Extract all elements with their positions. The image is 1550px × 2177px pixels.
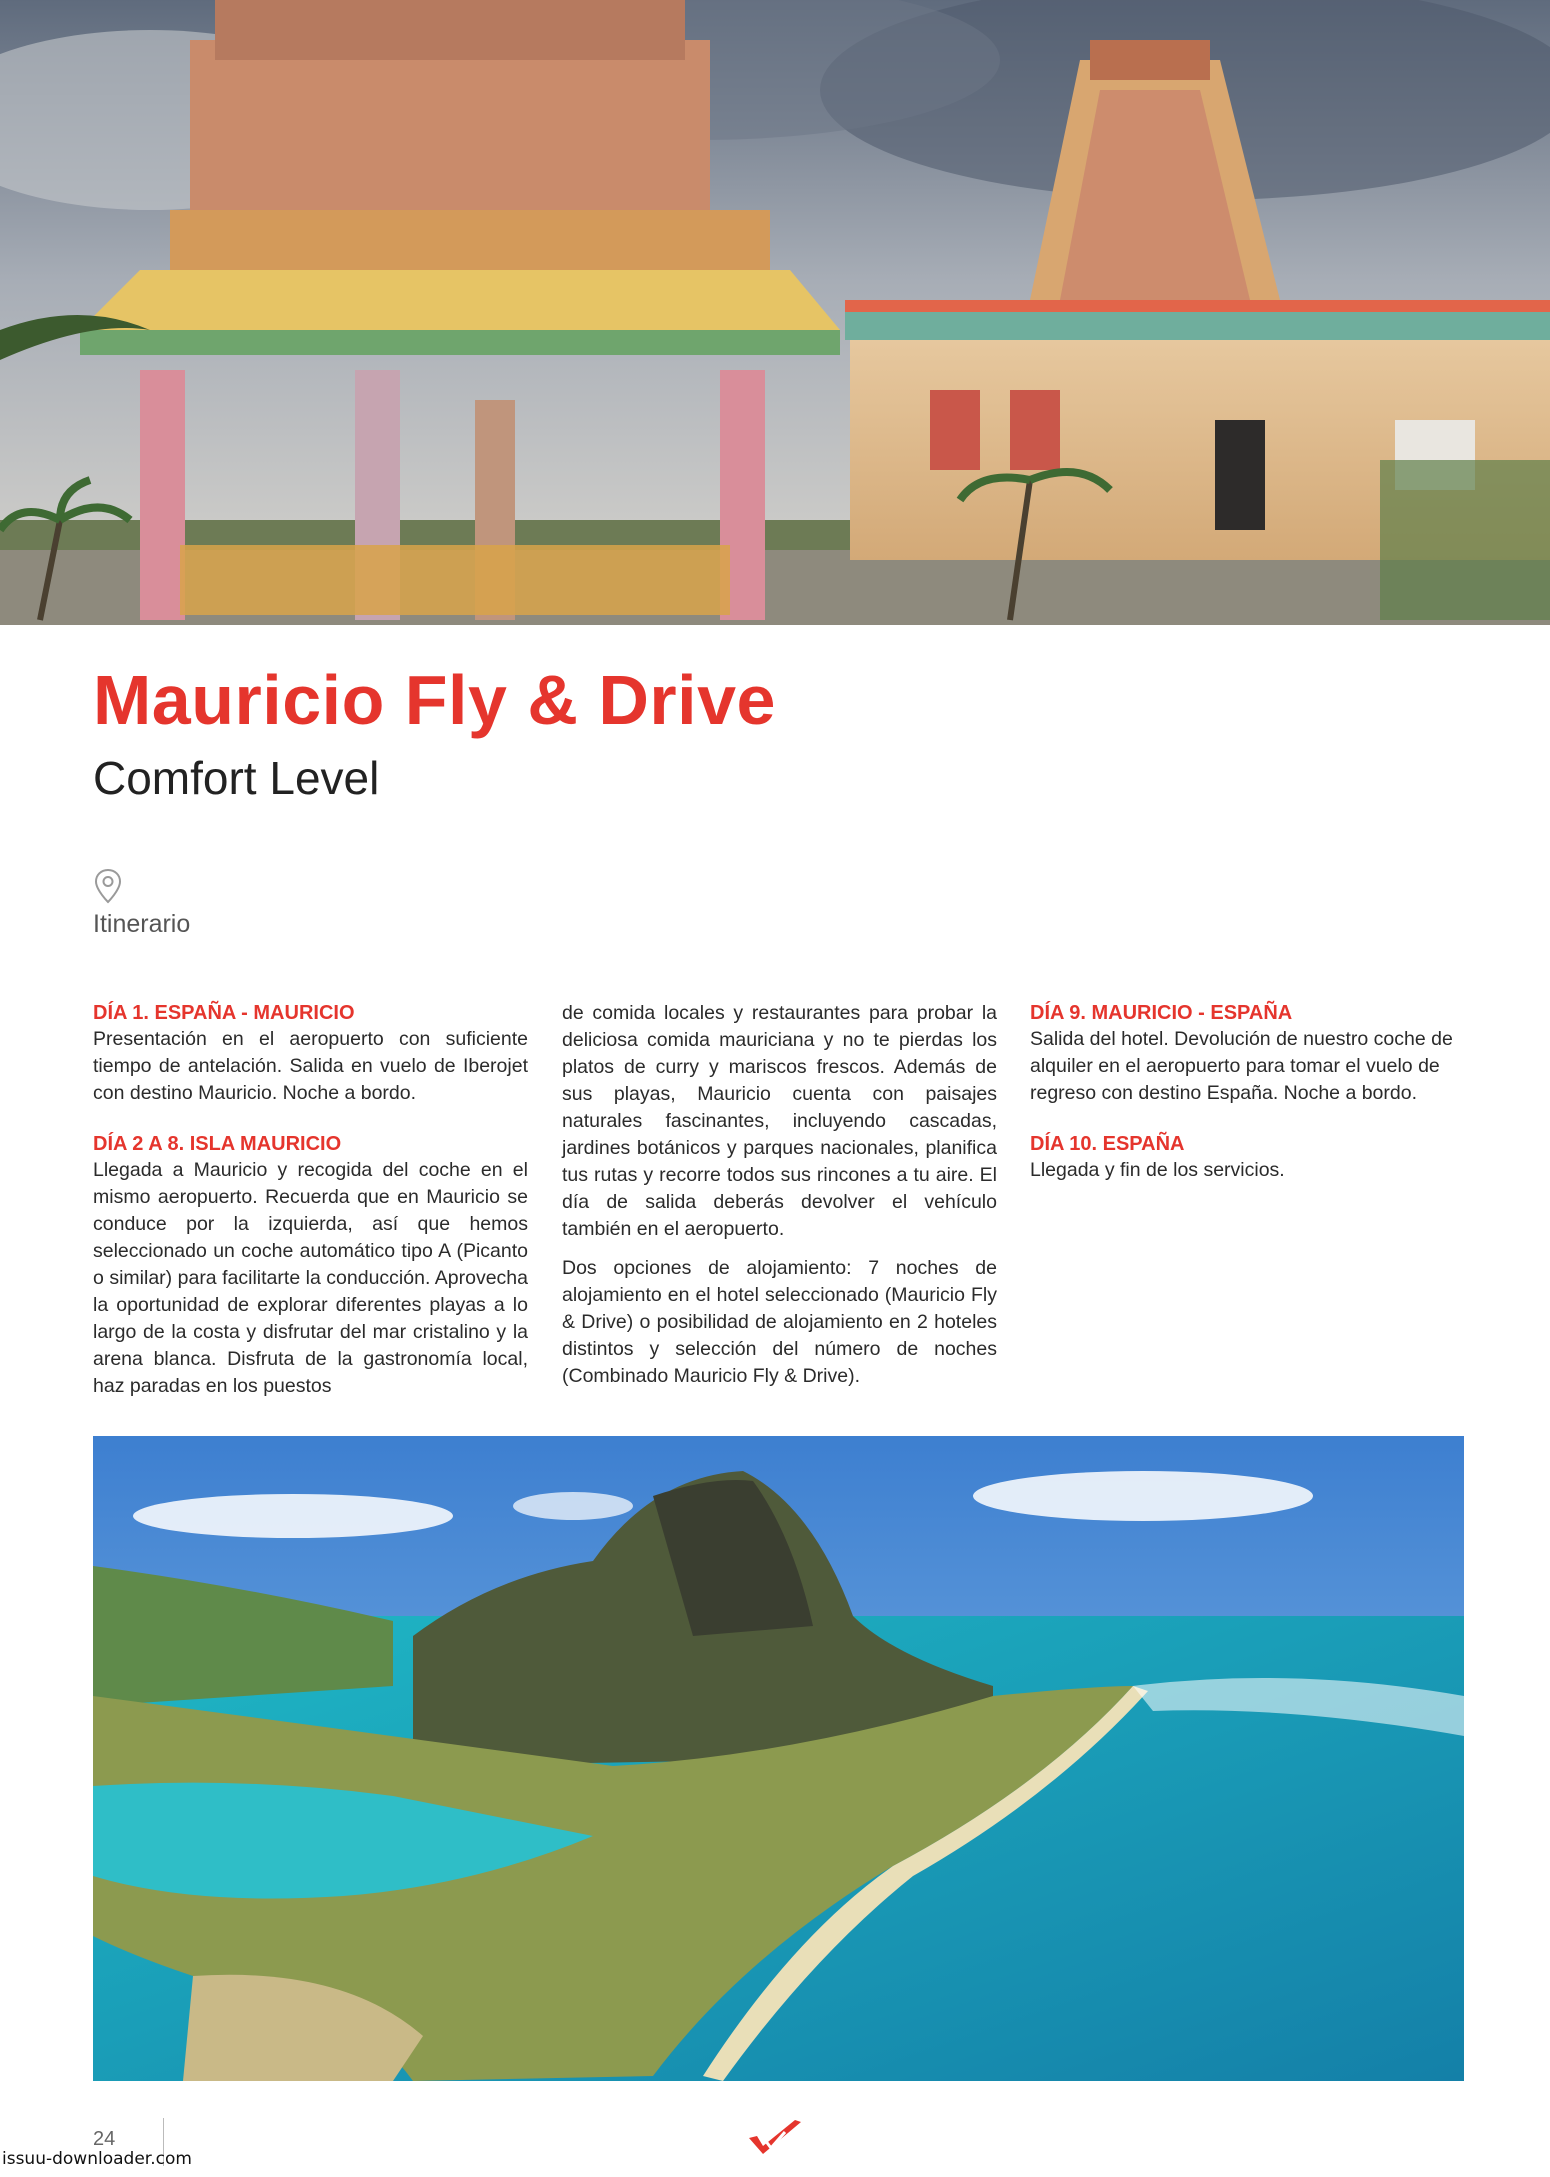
island-illustration [93, 1436, 1464, 2081]
checkmark-logo-icon [745, 2118, 805, 2160]
day-1-text: Presentación en el aeropuerto con suficiente tiempo de antelación. Salida en vuelo de Iberojet con destino Mauricio. Noche a bordo. [93, 1028, 528, 1104]
temple-illustration [0, 0, 1550, 625]
day-9-text: Salida del hotel. Devolución de nuestro coche de alquiler en el aeropuerto para tomar el vuelo de regreso con destino España. Noche a bordo. [1030, 1028, 1453, 1104]
day-10-heading: DÍA 10. ESPAÑA [1030, 1133, 1185, 1155]
day-2-8-text: Llegada a Mauricio y recogida del coche en el mismo aeropuerto. Recuerda que en Mauricio se conduce por la izquierda, así que hemos seleccionado un coche automático tipo A (Picanto o similar) para facilitarte la conducción. Aprovecha la oportunidad de explorar diferentes playas a lo largo de la costa y disfrutar del mar cristalino y la arena blanca. Disfruta de la gastronomía local, haz paradas en los puestos [93, 1159, 528, 1397]
watermark-text: issuu-downloader.com [2, 2149, 192, 2169]
hero-temple-photo [0, 0, 1550, 625]
day-9-heading: DÍA 9. MAURICIO - ESPAÑA [1030, 1002, 1293, 1024]
page-number: 24 [93, 2128, 116, 2150]
day-2-8-text-continued: de comida locales y restaurantes para probar la deliciosa comida mauriciana y no te pierdas los platos de curry y mariscos frescos. Además de sus playas, Mauricio cuenta con paisajes naturales fascinantes, incluyendo cascadas, jardines botánicos y parques nacionales, planifica tus rutas y recorre todos sus rincones a tu aire. El día de salida deberás devolver el vehículo también en el aeropuerto. [562, 1002, 997, 1240]
itinerary-column-3 [1030, 1000, 1465, 1208]
location-pin-icon [93, 868, 123, 904]
day-1-heading: DÍA 1. ESPAÑA - MAURICIO [93, 1002, 355, 1024]
itinerary-column-1 [93, 1000, 528, 1424]
page-title: Mauricio Fly & Drive [93, 661, 776, 739]
day-2-8-heading: DÍA 2 A 8. ISLA MAURICIO [93, 1133, 342, 1155]
itinerary-column-2 [562, 1000, 997, 1402]
page-subtitle: Comfort Level [93, 752, 380, 804]
itinerary-label: Itinerario [93, 910, 191, 938]
accommodation-options-text: Dos opciones de alojamiento: 7 noches de alojamiento en el hotel seleccionado (Mauricio Fly & Drive) o posibilidad de alojamiento en 2 hoteles distintos y selección del número de noches (Combinado Mauricio Fly & Drive). [562, 1257, 997, 1387]
day-10-text: Llegada y fin de los servicios. [1030, 1159, 1285, 1181]
le-morne-aerial-photo [93, 1436, 1464, 2081]
